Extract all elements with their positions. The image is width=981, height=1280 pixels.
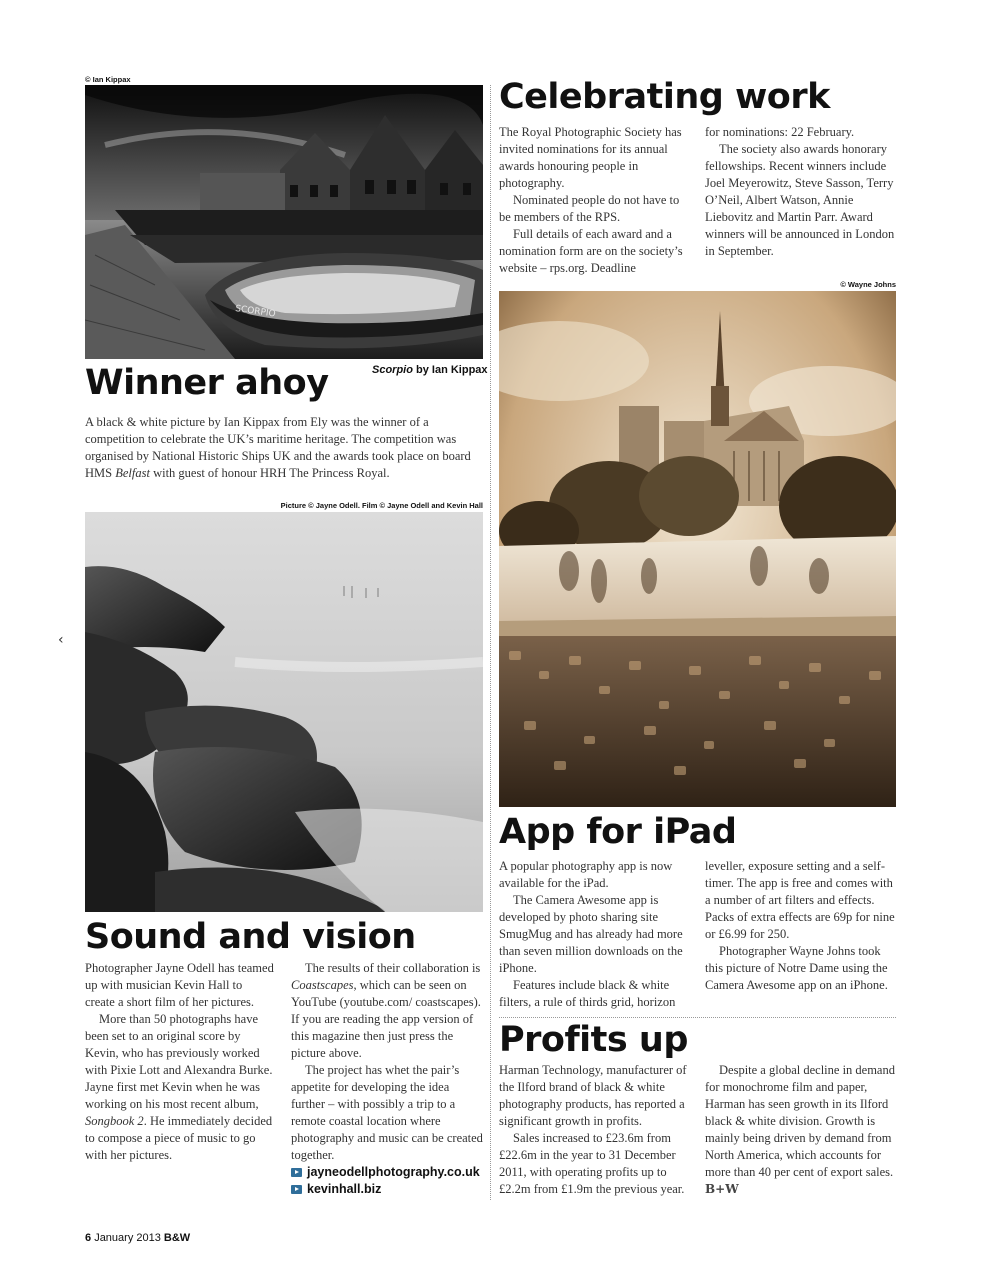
profits-headline: Profits up [499, 1020, 688, 1060]
jayne-odell-link[interactable]: jayneodellphotography.co.uk [291, 1164, 485, 1181]
celebrating-column-2: for nominations: 22 February. The society also awards honorary fellowships. Recent winners include Joel Meyerowitz, Steve Sasson, Terry O’Neil, Albert Watson, Annie Liebovitz and Martin Parr. Award winners will be announced in London in September. [705, 125, 895, 258]
kevin-hall-link[interactable]: kevinhall.biz [291, 1181, 485, 1198]
section-divider [499, 1017, 896, 1018]
sound-photo[interactable] [85, 512, 483, 912]
winner-photo[interactable] [85, 85, 483, 359]
page-footer [85, 1232, 190, 1244]
page-number: 6 [85, 1232, 92, 1244]
profits-column-2: Despite a global decline in demand for monochrome film and paper, Harman has seen growth in its Ilford black & white division. Growth is mainly being driven by demand from North America, which accounts for more than 40 per cent of export sales. B+W [705, 1063, 895, 1196]
end-mark: B+W [705, 1182, 739, 1196]
winner-photo-credit: © Ian Kippax [85, 75, 131, 84]
ipad-headline: App for iPad [499, 812, 737, 852]
sound-column-2: The results of their collaboration is Coastscapes, which can be seen on YouTube (youtube.com/ coastscapes). If you are reading the app version of this magazine then just press the picture above. The project has whet the pair’s appetite for developing the idea further – with possibly a trip to a remote coastal location where photography and music can be created together. jayneodellphotography.co.uk kevinhall.biz [291, 960, 485, 1198]
scorpio-boat-image [85, 85, 483, 359]
ipad-column-2: leveller, exposure setting and a self-timer. The app is free and comes with a number of art filters and effects. Packs of extra effects are 69p for nine or £6.99 for 250. Photographer Wayne Johns took this picture of Notre Dame using the Camera Awesome app on an iPhone. [705, 859, 895, 992]
coastal-rocks-image [85, 512, 483, 912]
sound-headline: Sound and vision [85, 917, 416, 957]
ipad-column-1: A popular photography app is now available for the iPad. The Camera Awesome app is developed by photo sharing site SmugMug and has already had more than seven million downloads on the iPhone. Features include black & white filters, a rule of thirds grid, horizon [499, 859, 683, 1009]
sound-column-1: Photographer Jayne Odell has teamed up with musician Kevin Hall to create a short film of her pictures. More than 50 photographs have been set to an original score by Kevin, who has previously worked with Pixie Lott and Alexandra Burke. Jayne first met Kevin when he was working on his most recent album, Songbook 2. He immediately decided to compose a piece of music to go with her pictures. [85, 961, 274, 1162]
column-divider [490, 85, 491, 1200]
play-link-icon [291, 1185, 302, 1194]
issue-date: January 2013 [94, 1232, 161, 1244]
sound-photo-credit: Picture © Jayne Odell. Film © Jayne Odell and Kevin Hall [280, 501, 483, 510]
magazine-name: B&W [163, 1232, 191, 1244]
ipad-photo-credit: © Wayne Johns [840, 280, 896, 289]
svg-text:SCORPIO: SCORPIO [234, 304, 277, 320]
winner-headline: Winner ahoy [85, 363, 329, 403]
celebrating-headline: Celebrating work [499, 77, 830, 117]
previous-page-arrow[interactable]: ‹ [58, 632, 64, 648]
winner-photo-caption: Scorpio by Ian Kippax [372, 364, 488, 376]
celebrating-column-1: The Royal Photographic Society has invited nominations for its annual awards honouring people in photography. Nominated people do not have to be members of the RPS. Full details of each award and a nomination form are on the society’s website – rps.org. Deadline [499, 125, 683, 275]
notre-dame-image [499, 291, 896, 807]
play-link-icon [291, 1168, 302, 1177]
profits-column-1: Harman Technology, manufacturer of the Ilford brand of black & white photography products, has reported a significant growth in profits. Sales increased to £23.6m from £22.6m in the year to 31 December 2011, with operating profits up to £2.2m from £1.9m the previous year. [499, 1063, 687, 1196]
ipad-photo[interactable] [499, 291, 896, 807]
winner-body: A black & white picture by Ian Kippax from Ely was the winner of a competition to celebrate the UK’s maritime heritage. The competition was organised by National Historic Ships UK and the awards took place on board HMS Belfast with guest of honour HRH The Princess Royal. [85, 415, 471, 480]
